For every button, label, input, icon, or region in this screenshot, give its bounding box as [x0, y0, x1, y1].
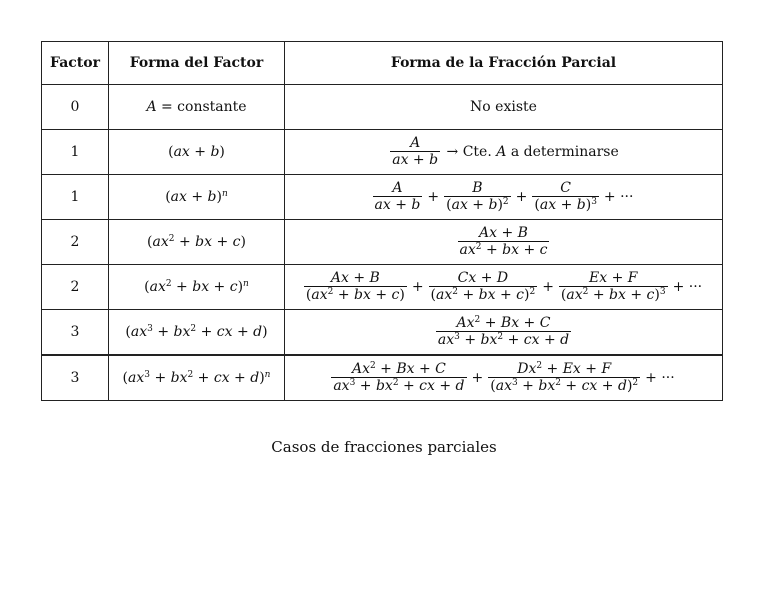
factor-form-math: ($ax^3 + bx^2$ + cx + d): [125, 324, 268, 340]
header-factor-form: Forma del Factor: [109, 42, 285, 85]
table-row: [42, 310, 723, 356]
table-row: [42, 130, 723, 175]
partial-fraction-math: $\frac{A}{ax + b}$ → Cte. A a determinarse: [392, 135, 619, 168]
factor-cell: 3: [42, 310, 109, 356]
factor-form-cell: [109, 85, 285, 130]
header-factor: Factor: [42, 42, 109, 85]
partial-fraction-cell: [285, 265, 723, 310]
table-row: [42, 220, 723, 265]
factor-cell: 0: [42, 85, 109, 130]
factor-cell: 2: [42, 220, 109, 265]
factor-cell: 1: [42, 175, 109, 220]
factor-form-cell: [109, 220, 285, 265]
partial-fraction-cell: [285, 175, 723, 220]
partial-fraction-cell: [285, 310, 723, 356]
partial-fraction-math: $\frac{Ax^2 + Bx + C}{ax^3 + bx^2 + cx + d}$: [437, 315, 570, 348]
partial-fraction-math: $\frac{Ax + B}{(ax^2 + bx + c)}$ + $\frac{Cx + D}{(ax^2 + bx + c)^2}$ + $\frac{Ex + F}{(ax^2 + bx + c)^3}$ + ···: [305, 270, 703, 303]
table-row: [42, 265, 723, 310]
factor-form-math: (ax + b): [168, 144, 225, 160]
factor-cell: 1: [42, 130, 109, 175]
factor-form-cell: [109, 130, 285, 175]
factor-form-math: ($ax^2$ + bx + c): [147, 234, 246, 250]
partial-fraction-math: $\frac{Ax^2 + Bx + C}{ax^3 + bx^2 + cx + d}$ + $\frac{Dx^2 + Ex + F}{(ax^3 + bx^2 + cx + d)^2}$ + ···: [333, 361, 675, 394]
partial-fraction-cell: [285, 130, 723, 175]
table-header-row: [42, 42, 723, 85]
partial-fraction-math: $\frac{Ax + B}{ax^2 + bx + c}$: [459, 225, 548, 258]
factor-form-math: (ax + b)$^n$: [165, 189, 228, 205]
factor-form-cell: [109, 355, 285, 401]
header-partial-fraction-form: Forma de la Fracción Parcial: [285, 42, 723, 85]
partial-fraction-cell: [285, 355, 723, 401]
table-row: [42, 175, 723, 220]
factor-form-cell: [109, 175, 285, 220]
table-row: [42, 85, 723, 130]
partial-fractions-table: [41, 41, 723, 401]
factor-form-cell: [109, 265, 285, 310]
factor-cell: 2: [42, 265, 109, 310]
partial-fraction-cell: No existe: [285, 85, 723, 130]
factor-form-math: ($ax^2$ + bx + c)$^n$: [144, 279, 249, 295]
partial-fraction-cell: [285, 220, 723, 265]
table-caption: Casos de fracciones parciales: [271, 438, 497, 456]
table-row: [42, 355, 723, 401]
partial-fraction-math: $\frac{A}{ax + b}$ + $\frac{B}{(ax + b)^2}$ + $\frac{C}{(ax + b)^3}$ + ···: [374, 180, 634, 213]
factor-cell: 3: [42, 355, 109, 401]
factor-form-math: A = constante: [146, 99, 247, 115]
factor-form-cell: [109, 310, 285, 356]
factor-form-math: ($ax^3 + bx^2$ + cx + d)$^n$: [122, 370, 271, 386]
